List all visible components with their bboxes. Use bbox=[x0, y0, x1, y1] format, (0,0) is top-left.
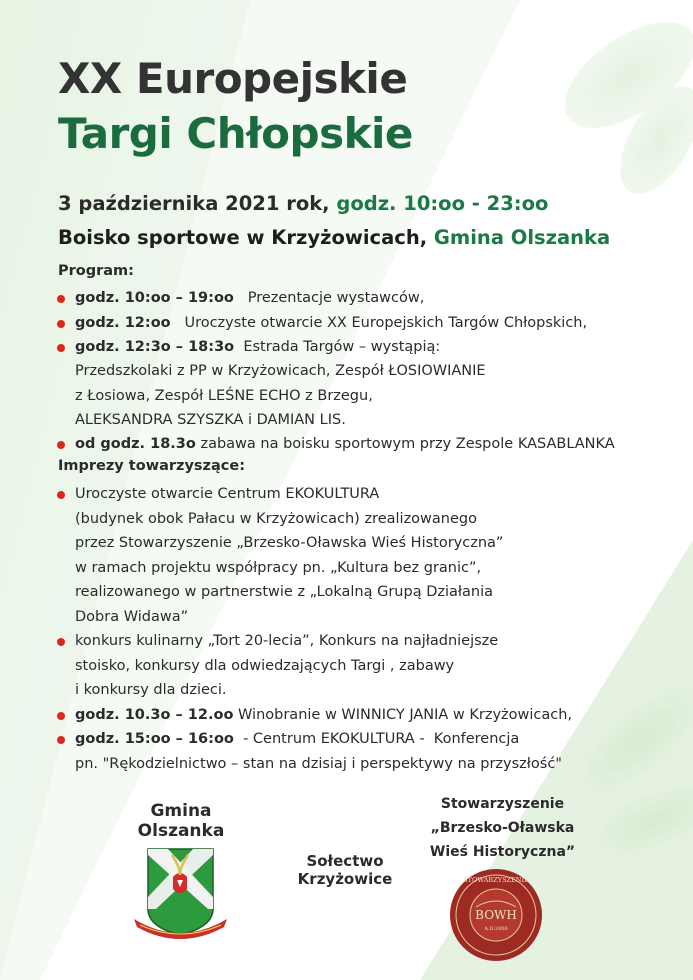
bullet-icon bbox=[57, 712, 65, 720]
program-item-2-text: Uroczyste otwarcie XX Europejskich Targów Chłopskich, bbox=[170, 315, 588, 331]
side-item-1-line-6: Dobra Widawa” bbox=[75, 609, 189, 625]
program-item-4-time: od godz. 18.3o bbox=[75, 436, 196, 452]
solectwo-label-line-2: Krzyżowice bbox=[297, 870, 393, 888]
bullet-icon bbox=[57, 344, 65, 352]
bullet-icon bbox=[57, 320, 65, 328]
side-item-4-line-2: pn. "Rękodzielnictwo – stan na dzisiaj i perspektywy na przyszłość" bbox=[75, 756, 562, 772]
side-events-heading: Imprezy towarzyszące: bbox=[58, 458, 246, 474]
title-line-1: XX Europejskie bbox=[58, 54, 408, 103]
program-item-3-line-2: Przedszkolaki z PP w Krzyżowicach, Zespół ŁOSIOWIANIE bbox=[75, 363, 486, 379]
bullet-icon bbox=[57, 295, 65, 303]
side-item-1-line-1: Uroczyste otwarcie Centrum EKOKULTURA bbox=[75, 486, 380, 502]
side-item-1-line-5: realizowanego w partnerstwie z „Lokalną Grupą Działania bbox=[75, 584, 494, 600]
event-commune: Gmina Olszanka bbox=[433, 226, 611, 249]
bowh-seal-ring-text: STOWARZYSZENIE bbox=[463, 876, 529, 884]
event-venue: Boisko sportowe w Krzyżowicach, bbox=[58, 226, 428, 249]
side-item-1-line-2: (budynek obok Pałacu w Krzyżowicach) zrealizowanego bbox=[75, 511, 477, 527]
leaf-top-right bbox=[547, 1, 693, 207]
program-item-4 bbox=[75, 432, 615, 457]
side-item-3 bbox=[75, 703, 572, 728]
bullet-icon bbox=[57, 441, 65, 449]
program-item-1-text: Prezentacje wystawców, bbox=[233, 290, 425, 306]
side-item-2-line-2: stoisko, konkursy dla odwiedzających Targi , zabawy bbox=[75, 658, 455, 674]
gmina-label-line-2: Olszanka bbox=[137, 821, 225, 841]
event-time: godz. 10:oo - 23:oo bbox=[336, 192, 549, 215]
program-item-3-text: Estrada Targów – wystąpią: bbox=[234, 339, 441, 355]
program-heading: Program: bbox=[58, 263, 134, 279]
program-item-3-time: godz. 12:3o – 18:3o bbox=[75, 339, 235, 355]
event-date-time bbox=[58, 192, 548, 215]
gmina-label-line-1: Gmina bbox=[150, 801, 212, 821]
gmina-olszanka-label bbox=[126, 801, 236, 841]
bullet-icon bbox=[57, 491, 65, 499]
side-item-4-text: - Centrum EKOKULTURA - Konferencja bbox=[233, 731, 520, 747]
program-item-3-line-3: z Łosiowa, Zespół LEŚNE ECHO z Brzegu, bbox=[75, 388, 373, 404]
gmina-olszanka-coat-of-arms-logo bbox=[128, 847, 233, 945]
program-item-3-line-4: ALEKSANDRA SZYSZKA i DAMIAN LIS. bbox=[75, 412, 346, 428]
program-item-2 bbox=[75, 311, 587, 336]
side-item-1-line-3: przez Stowarzyszenie „Brzesko-Oławska Wieś Historyczna” bbox=[75, 535, 504, 551]
title-line-2: Targi Chłopskie bbox=[58, 109, 413, 158]
bowh-seal-year: A.D.2006 bbox=[484, 926, 508, 932]
solectwo-krzyzowice-label bbox=[290, 852, 400, 888]
bowh-seal-initials: BOWH bbox=[475, 908, 517, 922]
program-item-2-time: godz. 12:oo bbox=[75, 315, 171, 331]
side-item-3-text: Winobranie w WINNICY JANIA w Krzyżowicach, bbox=[233, 707, 573, 723]
side-item-2-line-1: konkurs kulinarny „Tort 20-lecia”, Konkurs na najładniejsze bbox=[75, 633, 499, 649]
bullet-icon bbox=[57, 736, 65, 744]
bullet-icon bbox=[57, 638, 65, 646]
side-item-1-line-4: w ramach projektu współpracy pn. „Kultura bez granic”, bbox=[75, 560, 482, 576]
side-item-2-line-3: i konkursy dla dzieci. bbox=[75, 682, 227, 698]
stow-label-line-3: Wieś Historyczna” bbox=[429, 844, 576, 860]
event-place bbox=[58, 226, 610, 249]
bowh-seal-logo bbox=[448, 867, 544, 963]
solectwo-label-line-1: Sołectwo bbox=[306, 852, 384, 870]
side-item-4 bbox=[75, 727, 519, 752]
stow-label-line-1: Stowarzyszenie bbox=[440, 796, 565, 812]
program-item-1 bbox=[75, 286, 424, 311]
stow-label-line-2: „Brzesko-Oławska bbox=[430, 820, 575, 836]
program-item-3 bbox=[75, 335, 440, 360]
side-item-3-time: godz. 10.3o – 12.oo bbox=[75, 707, 234, 723]
program-item-1-time: godz. 10:oo – 19:oo bbox=[75, 290, 234, 306]
stowarzyszenie-label bbox=[410, 792, 595, 864]
side-item-4-time: godz. 15:oo – 16:oo bbox=[75, 731, 234, 747]
event-date: 3 października 2021 rok, bbox=[58, 192, 330, 215]
program-item-4-text: zabawa na boisku sportowym przy Zespole KASABLANKA bbox=[195, 436, 615, 452]
